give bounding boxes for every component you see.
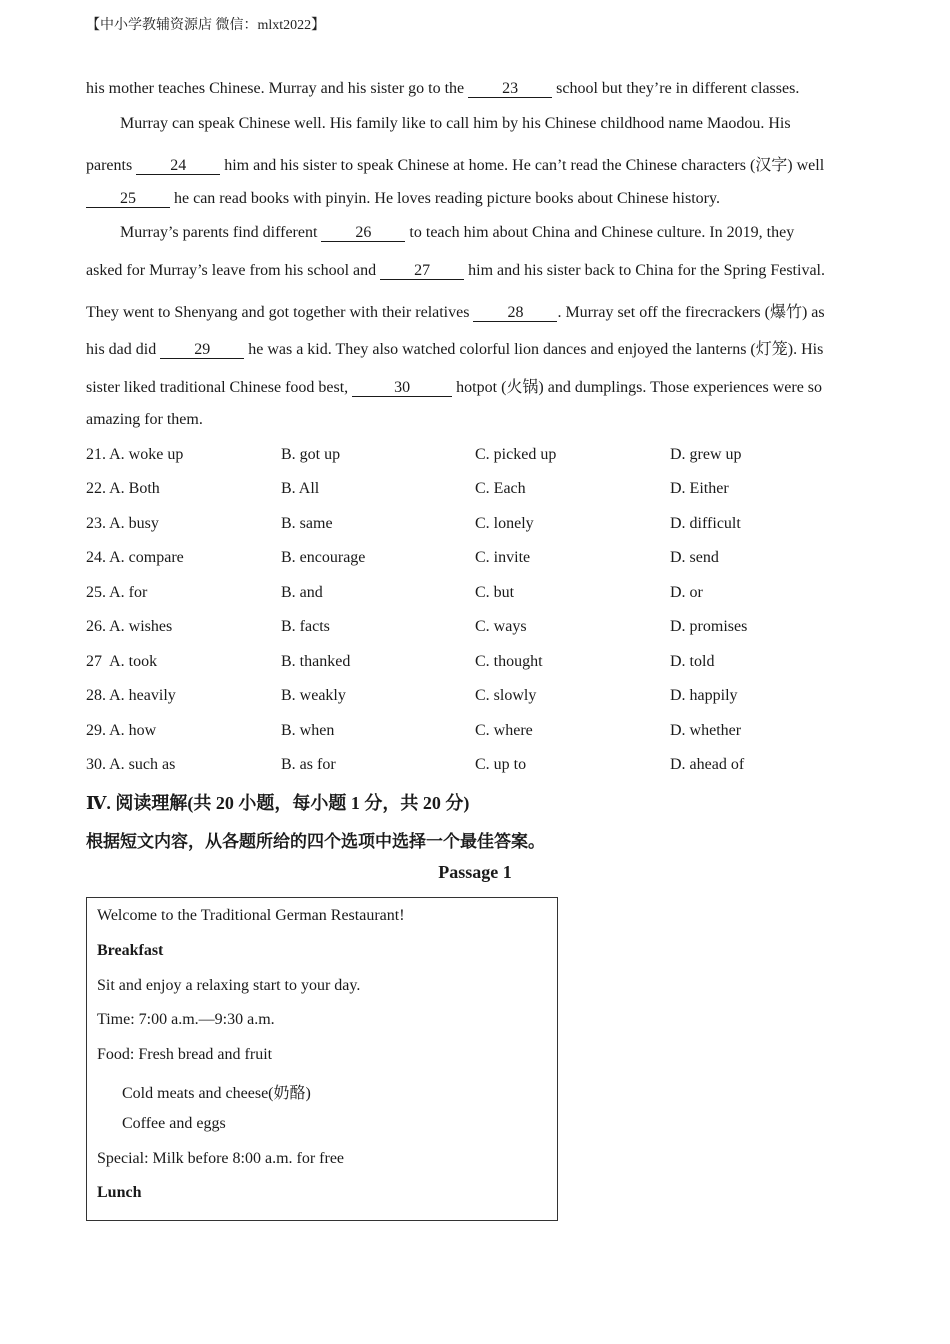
option-c: C. where bbox=[475, 722, 533, 739]
option-a: 26. A. wishes bbox=[86, 618, 173, 635]
option-d: D. Either bbox=[670, 480, 729, 497]
option-d: D. grew up bbox=[670, 446, 742, 463]
option-b: B. All bbox=[281, 480, 320, 497]
question-23-options bbox=[86, 515, 858, 537]
option-b: B. as for bbox=[281, 756, 336, 773]
option-c: C. invite bbox=[475, 549, 531, 566]
passage-title: Passage 1 bbox=[438, 862, 512, 882]
option-c: C. picked up bbox=[475, 446, 557, 463]
option-d: D. promises bbox=[670, 618, 748, 635]
option-b: B. encourage bbox=[281, 549, 366, 566]
menu-breakfast-heading: Breakfast bbox=[97, 942, 164, 959]
menu-lunch-heading: Lunch bbox=[97, 1184, 142, 1201]
blank-28: 28 bbox=[473, 304, 557, 322]
option-a: 24. A. compare bbox=[86, 549, 184, 566]
option-a: 25. A. for bbox=[86, 584, 148, 601]
option-b: B. thanked bbox=[281, 653, 351, 670]
question-29-options bbox=[86, 722, 858, 744]
menu-food: Food: Fresh bread and fruit bbox=[97, 1046, 273, 1063]
option-c: C. ways bbox=[475, 618, 527, 635]
option-a: 30. A. such as bbox=[86, 756, 176, 773]
option-b: B. when bbox=[281, 722, 335, 739]
option-b: B. and bbox=[281, 584, 323, 601]
passage-line-4: 25 he can read books with pinyin. He loves reading picture books about Chinese history. bbox=[86, 190, 720, 208]
option-a: 28. A. heavily bbox=[86, 687, 176, 704]
menu-food-2: Cold meats and cheese(奶酪) bbox=[122, 1085, 311, 1102]
option-d: D. happily bbox=[670, 687, 738, 704]
question-25-options bbox=[86, 584, 858, 606]
passage-line-9: sister liked traditional Chinese food best, 30 hotpot (火锅) and dumplings. Those experiences were so bbox=[86, 379, 823, 396]
question-30-options bbox=[86, 756, 858, 778]
passage-line-2: Murray can speak Chinese well. His family like to call him by his Chinese childhood name Maodou. His bbox=[120, 115, 791, 132]
option-d: D. told bbox=[670, 653, 715, 670]
option-b: B. same bbox=[281, 515, 333, 532]
menu-food-3: Coffee and eggs bbox=[122, 1115, 226, 1132]
restaurant-menu-box bbox=[86, 897, 558, 1221]
question-24-options bbox=[86, 549, 858, 571]
blank-30: 30 bbox=[352, 379, 452, 397]
option-a: 21. A. woke up bbox=[86, 446, 184, 463]
question-21-options bbox=[86, 446, 858, 468]
option-c: C. Each bbox=[475, 480, 526, 497]
blank-29: 29 bbox=[160, 341, 244, 359]
option-b: B. weakly bbox=[281, 687, 346, 704]
section-title: Ⅳ. 阅读理解(共 20 小题，每小题 1 分，共 20 分) bbox=[86, 793, 470, 813]
passage-line-8: his dad did 29 he was a kid. They also watched colorful lion dances and enjoyed the lanterns (灯笼). His bbox=[86, 341, 824, 358]
blank-27: 27 bbox=[380, 262, 464, 280]
option-d: D. send bbox=[670, 549, 719, 566]
option-c: C. up to bbox=[475, 756, 527, 773]
question-27-options bbox=[86, 653, 858, 675]
menu-time: Time: 7:00 a.m.—9:30 a.m. bbox=[97, 1011, 275, 1028]
option-b: B. got up bbox=[281, 446, 341, 463]
menu-welcome: Welcome to the Traditional German Restaurant! bbox=[97, 907, 405, 924]
option-a: 22. A. Both bbox=[86, 480, 160, 497]
option-a: 23. A. busy bbox=[86, 515, 159, 532]
passage-line-1: his mother teaches Chinese. Murray and his sister go to the 23 school but they’re in different classes. bbox=[86, 80, 800, 97]
blank-26: 26 bbox=[321, 224, 405, 242]
option-c: C. but bbox=[475, 584, 515, 601]
blank-24: 24 bbox=[136, 157, 220, 175]
menu-special: Special: Milk before 8:00 a.m. for free bbox=[97, 1150, 345, 1167]
question-22-options bbox=[86, 480, 858, 502]
passage-line-6: asked for Murray’s leave from his school and 27 him and his sister back to China for the Spring Festival. bbox=[86, 262, 825, 279]
option-d: D. whether bbox=[670, 722, 742, 739]
passage-line-7: They went to Shenyang and got together with their relatives 28 . Murray set off the firecrackers (爆竹) as bbox=[86, 304, 825, 321]
blank-25: 25 bbox=[86, 190, 170, 208]
option-a: 27 A. took bbox=[86, 653, 158, 670]
option-b: B. facts bbox=[281, 618, 330, 635]
option-c: C. slowly bbox=[475, 687, 537, 704]
page-header-watermark: 【中小学教辅资源店 微信：mlxt2022】 bbox=[86, 18, 326, 33]
option-a: 29. A. how bbox=[86, 722, 157, 739]
option-c: C. thought bbox=[475, 653, 543, 670]
passage-line-3: parents 24 him and his sister to speak Chinese at home. He can’t read the Chinese characters (汉字) well bbox=[86, 157, 825, 174]
option-d: D. ahead of bbox=[670, 756, 745, 773]
option-d: D. or bbox=[670, 584, 703, 601]
question-28-options bbox=[86, 687, 858, 709]
option-d: D. difficult bbox=[670, 515, 741, 532]
option-c: C. lonely bbox=[475, 515, 534, 532]
passage-line-5: Murray’s parents find different 26 to teach him about China and Chinese culture. In 2019, they bbox=[120, 224, 795, 241]
passage-line-10: amazing for them. bbox=[86, 411, 203, 428]
menu-breakfast-desc: Sit and enjoy a relaxing start to your day. bbox=[97, 977, 361, 994]
blank-23: 23 bbox=[468, 80, 552, 98]
question-26-options bbox=[86, 618, 858, 640]
section-instruction: 根据短文内容，从各题所给的四个选项中选择一个最佳答案。 bbox=[86, 832, 545, 852]
